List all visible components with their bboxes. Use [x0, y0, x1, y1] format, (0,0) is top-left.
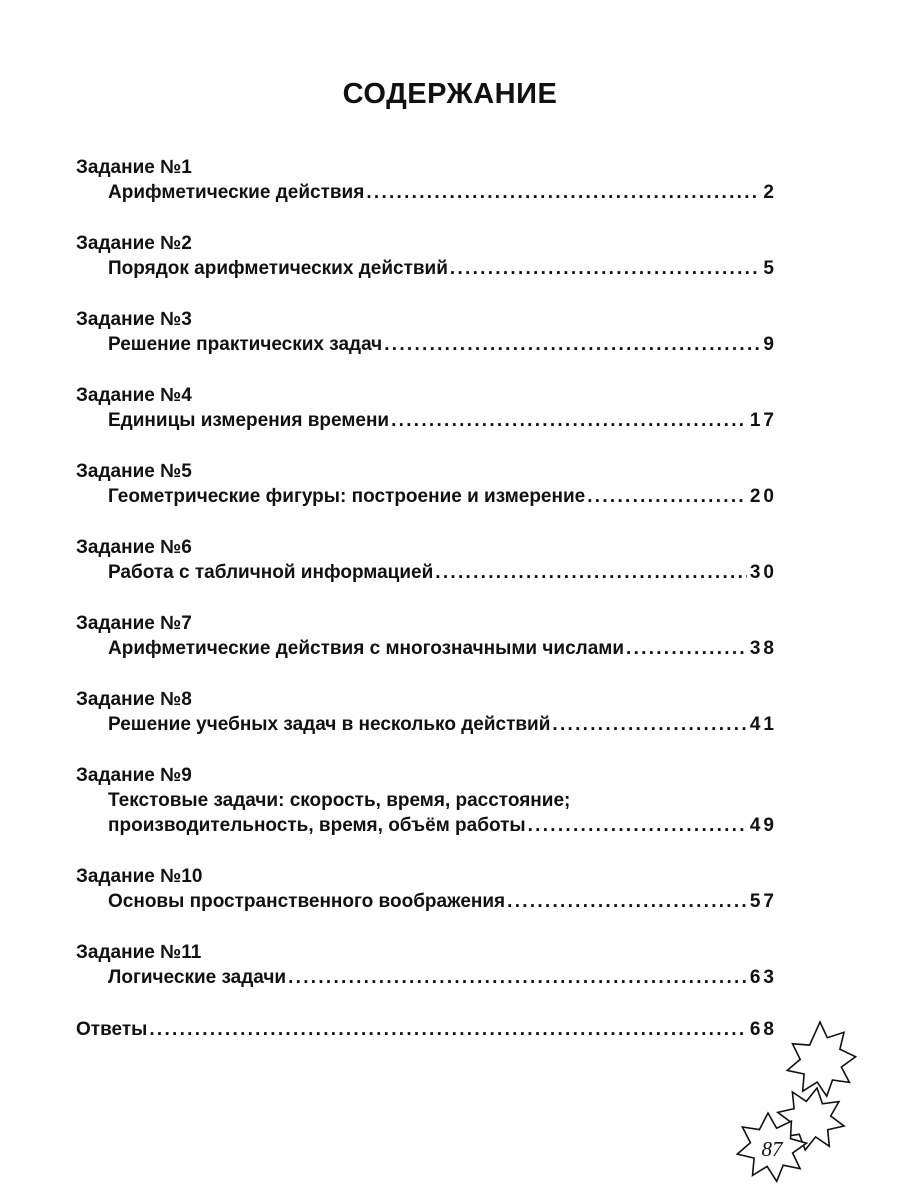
star-ornament-icon	[720, 1010, 890, 1195]
entry-title: Единицы измерения времени	[108, 410, 390, 431]
toc-entry[interactable]	[108, 712, 777, 737]
task-label: Задание №8	[76, 689, 192, 710]
toc-entry[interactable]	[108, 332, 777, 357]
entry-page-number: 2	[763, 182, 777, 203]
task-label: Задание №10	[76, 866, 203, 887]
entry-page-number: 5	[763, 258, 777, 279]
entry-title: Арифметические действия	[108, 182, 365, 203]
page-title: СОДЕРЖАНИЕ	[342, 78, 558, 110]
entry-title-first-line[interactable]: Текстовые задачи: скорость, время, расстояние;	[108, 790, 571, 811]
entry-title: производительность, время, объём работы	[108, 815, 526, 836]
toc-section-3	[76, 308, 776, 357]
toc-section-5	[76, 460, 776, 509]
toc-section-4	[76, 384, 776, 433]
toc-section-2	[76, 232, 776, 281]
dot-leader	[450, 256, 761, 281]
task-label: Задание №11	[76, 942, 202, 963]
dot-leader	[507, 889, 747, 914]
entry-title: Ответы	[76, 1019, 148, 1040]
task-label: Задание №2	[76, 233, 192, 254]
task-label: Задание №9	[76, 765, 192, 786]
entry-page-number: 57	[749, 891, 777, 912]
entry-title: Арифметические действия с многозначными числами	[108, 638, 625, 659]
dot-leader	[149, 1017, 746, 1042]
entry-page-number: 38	[749, 638, 777, 659]
toc-section-1	[76, 156, 776, 205]
dot-leader	[528, 813, 747, 838]
entry-page-number: 17	[749, 410, 777, 431]
dot-leader	[366, 180, 760, 205]
entry-title: Порядок арифметических действий	[108, 258, 448, 279]
entry-page-number: 30	[749, 562, 777, 583]
task-label: Задание №7	[76, 613, 192, 634]
task-label: Задание №1	[76, 157, 192, 178]
dot-leader	[288, 965, 747, 990]
task-label: Задание №4	[76, 385, 192, 406]
dot-leader	[391, 408, 747, 433]
entry-page-number: 49	[749, 815, 777, 836]
toc-entry[interactable]	[108, 408, 777, 433]
entry-title: Геометрические фигуры: построение и измерение	[108, 486, 586, 507]
entry-page-number: 63	[749, 967, 777, 988]
toc-section-7	[76, 612, 776, 661]
entry-page-number: 68	[749, 1019, 777, 1040]
task-label: Задание №3	[76, 309, 192, 330]
entry-title: Основы пространственного воображения	[108, 891, 506, 912]
page-number: 87	[761, 1137, 783, 1161]
dot-leader	[587, 484, 747, 509]
toc-entry[interactable]	[108, 484, 777, 509]
entry-page-number: 20	[749, 486, 777, 507]
toc-section-answers	[76, 1017, 776, 1042]
toc-entry-answers[interactable]	[76, 1017, 777, 1042]
task-label: Задание №6	[76, 537, 192, 558]
entry-page-number: 41	[749, 714, 777, 735]
toc-entry[interactable]	[108, 813, 777, 838]
toc-section-6	[76, 536, 776, 585]
dot-leader	[552, 712, 746, 737]
table-of-contents	[76, 156, 776, 1069]
dot-leader	[626, 636, 747, 661]
entry-title: Решение учебных задач в несколько действий	[108, 714, 551, 735]
toc-section-9	[76, 764, 776, 838]
dot-leader	[435, 560, 747, 585]
toc-section-8	[76, 688, 776, 737]
toc-entry[interactable]	[108, 636, 777, 661]
toc-entry[interactable]	[108, 965, 777, 990]
toc-section-11	[76, 941, 776, 990]
entry-title: Логические задачи	[108, 967, 287, 988]
entry-title: Работа с табличной информацией	[108, 562, 434, 583]
task-label: Задание №5	[76, 461, 192, 482]
entry-title: Решение практических задач	[108, 334, 383, 355]
toc-section-10	[76, 865, 776, 914]
dot-leader	[384, 332, 760, 357]
toc-entry[interactable]	[108, 560, 777, 585]
toc-entry[interactable]	[108, 256, 777, 281]
entry-page-number: 9	[763, 334, 777, 355]
star-icon	[787, 1022, 855, 1096]
toc-entry[interactable]	[108, 889, 777, 914]
toc-entry[interactable]	[108, 180, 777, 205]
